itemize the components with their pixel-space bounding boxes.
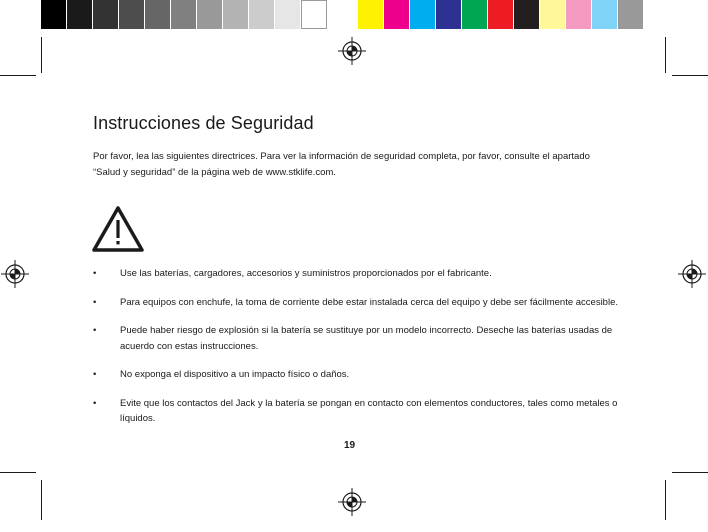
- bullet-icon: •: [93, 268, 97, 279]
- registration-mark-icon: [338, 488, 366, 516]
- gray-swatch: [197, 0, 223, 29]
- crop-mark-bottom-left-horizontal: [0, 472, 36, 473]
- gray-swatch: [119, 0, 145, 29]
- registration-mark-icon: [1, 260, 29, 288]
- warning-triangle-icon: [91, 205, 145, 253]
- color-swatch: [436, 0, 462, 29]
- crop-mark-top-left-horizontal: [0, 75, 36, 76]
- crop-mark-bottom-left-vertical: [41, 480, 42, 520]
- bullet-icon: •: [93, 397, 97, 409]
- gray-swatch: [41, 0, 67, 29]
- list-item-text: Para equipos con enchufe, la toma de corriente debe estar instalada cerca del equipo y debe ser fácilmente accesible.: [120, 296, 618, 308]
- list-item-text: Evite que los contactos del Jack y la batería se pongan en contacto con elementos conductores, tales como metales o líquidos.: [120, 397, 618, 424]
- color-swatch: [488, 0, 514, 29]
- color-swatch: [410, 0, 436, 29]
- bullet-icon: •: [93, 296, 97, 308]
- list-item: [93, 396, 633, 427]
- gray-swatch: [223, 0, 249, 29]
- crop-mark-top-right-vertical: [665, 37, 666, 73]
- gray-swatch: [145, 0, 171, 29]
- safety-instructions-list: [93, 266, 633, 440]
- color-swatch: [592, 0, 618, 29]
- list-item-text: No exponga el dispositivo a un impacto físico o daños.: [120, 369, 350, 380]
- registration-mark-icon: [678, 260, 706, 288]
- crop-mark-top-left-vertical: [41, 37, 42, 73]
- list-item-text: Puede haber riesgo de explosión si la batería se sustituye por un modelo incorrecto. Deseche las baterías usadas de acuerdo con estas instrucciones.: [120, 325, 613, 352]
- intro-line: “Salud y seguridad” de la página web de www.stklife.com.: [93, 166, 336, 178]
- gray-swatch: [275, 0, 301, 29]
- gray-swatch: [67, 0, 93, 29]
- bullet-icon: •: [93, 369, 97, 380]
- gray-swatch: [249, 0, 275, 29]
- gray-swatch: [93, 0, 119, 29]
- color-swatch: [384, 0, 410, 29]
- list-item: [93, 295, 633, 311]
- list-item-text: Use las baterías, cargadores, accesorios y suministros proporcionados por el fabricante.: [120, 268, 492, 279]
- color-swatch: [462, 0, 488, 29]
- process-color-bar: [358, 0, 644, 29]
- gray-swatch: [301, 0, 327, 29]
- color-swatch: [618, 0, 644, 29]
- page-title: Instrucciones de Seguridad: [93, 113, 314, 133]
- list-item: [93, 323, 633, 354]
- intro-line: Por favor, lea las siguientes directrices. Para ver la información de seguridad completa, por favor, consulte el apartado: [93, 151, 590, 162]
- gray-swatch: [171, 0, 197, 29]
- color-swatch: [566, 0, 592, 29]
- crop-mark-bottom-right-horizontal: [672, 472, 708, 473]
- color-swatch: [540, 0, 566, 29]
- registration-mark-icon: [338, 37, 366, 65]
- list-item: [93, 367, 633, 383]
- crop-mark-bottom-right-vertical: [665, 480, 666, 520]
- color-swatch: [514, 0, 540, 29]
- list-item: [93, 266, 633, 282]
- grayscale-color-bar: [41, 0, 327, 29]
- bullet-icon: •: [93, 325, 97, 336]
- crop-mark-top-right-horizontal: [672, 75, 708, 76]
- page-number: 19: [344, 440, 356, 451]
- intro-paragraph: [93, 149, 653, 180]
- color-swatch: [358, 0, 384, 29]
